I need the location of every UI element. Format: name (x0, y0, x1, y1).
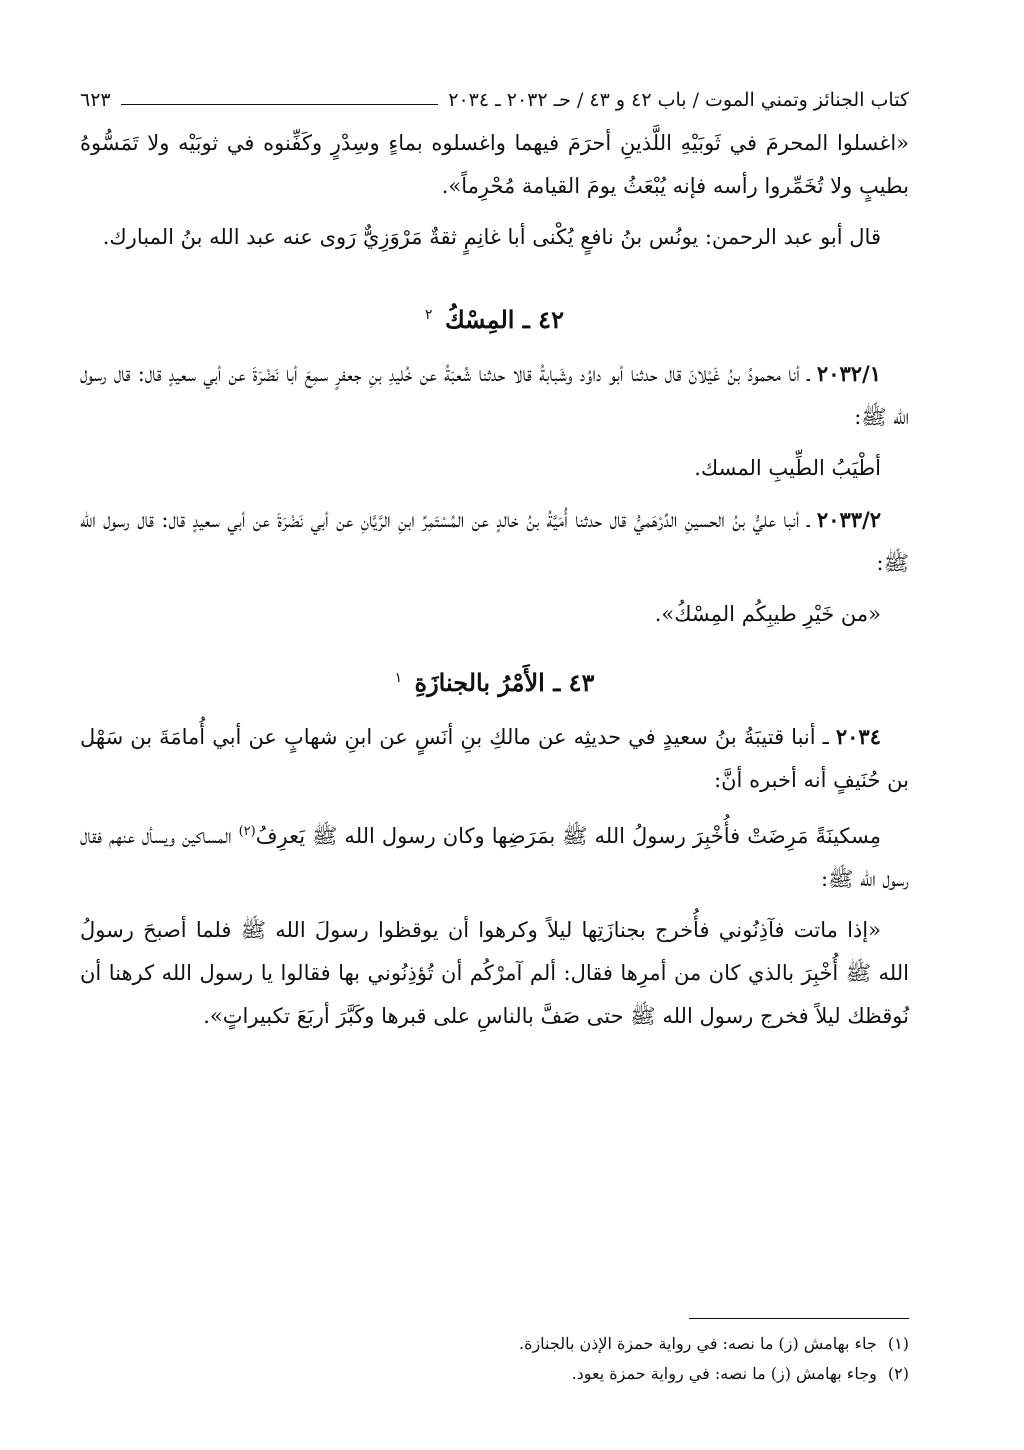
hadith-2032-isnad-text: ـ أنا محمودُ بنُ غَيْلانَ قال حدثنا أبو داوُد وشَبابةُ قالا حدثنا شُعبَةُ عن خُليدِ بنِ جعفرٍ سمِعَ أبا نَضْرَةَ عن أبي سعيدٍ قال: قال رسول الله ﷺ: (80, 362, 909, 429)
section-42-footnote-ref: ٢ (425, 307, 433, 323)
hadith-quote-muhrim: «اغسلوا المحرمَ في ثَوبَيْهِ اللَّذينِ أحرَمَ فيهما واغسلوه بماءٍ وسِدْرٍ وكَفِّنوه في ثوبَيْه ولا تَمَسُّوهُ بطيبٍ ولا تُخَمِّروا رأسه فإنه يُبْعَثُ يومَ القيامة مُحْرِماً». (80, 131, 909, 198)
section-heading-43-text: ٤٣ ـ الأَمْرُ بالجنازَةِ (414, 668, 595, 697)
section-43-footnote-ref: ١ (394, 670, 403, 686)
author-comment: قال أبو عبد الرحمن: يونُس بنُ نافعٍ يُكْنى أبا غانِمٍ ثقةٌ مَرْوَزِيٌّ رَوى عنه عبد الله بنُ المبارك. (102, 225, 881, 249)
section-heading-43 (80, 658, 909, 703)
footnote-1 (80, 1329, 909, 1359)
hadith-2034-number: ٢٠٣٤ (835, 724, 881, 749)
hadith-2033-isnad-text: ـ أنبا عليُّ بنُ الحسينِ الدِّرْهَميُّ قال حدثنا أُمَيَّةُ بنُ خالدٍ عن المُسْتَمِرِّ ابنِ الرَّيَّانِ عن أبي نَضْرَةَ عن أبي سعيدٍ قال: قال رسول الله ﷺ: (80, 508, 909, 575)
footnotes (80, 1318, 909, 1389)
hadith-2034-story (80, 810, 909, 901)
hadith-2032-text: أطْيَبُ الطِّيبِ المسك. (694, 456, 881, 480)
footnote-2-text: وجاء بهامش (ز) ما نصه: في رواية حمزة يعود. (571, 1364, 877, 1383)
running-head (80, 78, 909, 122)
section-heading-42-text: ٤٢ ـ المِسْكُ (444, 305, 564, 334)
hadith-2034-isnad-text: ـ أنبا قتيبَةُ بنُ سعيدٍ في حديثِه عن مالكِ بنِ أنَسٍ عن ابنِ شهابٍ عن أبي أُمامَةَ بن سَهْل بن حُنَيفٍ أنه أخبره أنَّ: (80, 725, 909, 792)
hadith-2032-number: ٢٠٣٢/١ (816, 361, 881, 386)
hadith-2034-story-part2: المساكين ويسأل عنهم فقال رسول الله ﷺ: (80, 824, 909, 891)
hadith-2033-isnad (80, 498, 909, 585)
hadith-2034-isnad (80, 715, 909, 802)
footnote-1-text: جاء بهامش (ز) ما نصه: في رواية حمزة الإذن بالجنازة. (518, 1334, 877, 1353)
footnote-rule (689, 1318, 909, 1319)
footnote-2 (80, 1359, 909, 1389)
footnote-1-number: (١) (887, 1334, 909, 1353)
section-heading-42 (80, 295, 909, 340)
hadith-2033-text: «من خَيْرِ طيبِكُم المِسْكُ». (654, 602, 881, 626)
running-head-rule (121, 104, 439, 105)
hadith-2034-quote: «إذا ماتت فآذِنُوني فأُخرج بجنازَتِها ليلاً وكرهوا أن يوقظوا رسولَ الله ﷺ فلما أصبحَ رسولُ الله ﷺ أُخْبِرَ بالذي كان من أمرِها فقال: ألم آمرْكُم أن تُؤذِنُوني بها فقالوا يا رسول الله كرهنا أن نُوقظك ليلاً فخرج رسول الله ﷺ حتى صَفَّ بالناسِ على قبرها وكَبَّرَ أربَعَ تكبيراتٍ». (80, 918, 909, 1028)
hadith-2034-footnote-ref: (٢) (238, 824, 256, 839)
hadith-2033-number: ٢٠٣٣/٢ (816, 507, 881, 532)
hadith-2032-isnad (80, 352, 909, 439)
book-page (80, 78, 909, 1450)
page-number: ٦٢٣ (80, 89, 111, 111)
running-head-title: كتاب الجنائز وتمني الموت / باب ٤٢ و ٤٣ / حـ ٢٠٣٢ ـ ٢٠٣٤ (448, 89, 909, 111)
footnote-2-number: (٢) (887, 1364, 909, 1383)
hadith-2034-story-part1: مِسكينَةً مَرِضَتْ فأُخْبِرَ رسولُ الله ﷺ بمَرَضِها وكان رسول الله ﷺ يَعرِفُ (255, 824, 882, 848)
